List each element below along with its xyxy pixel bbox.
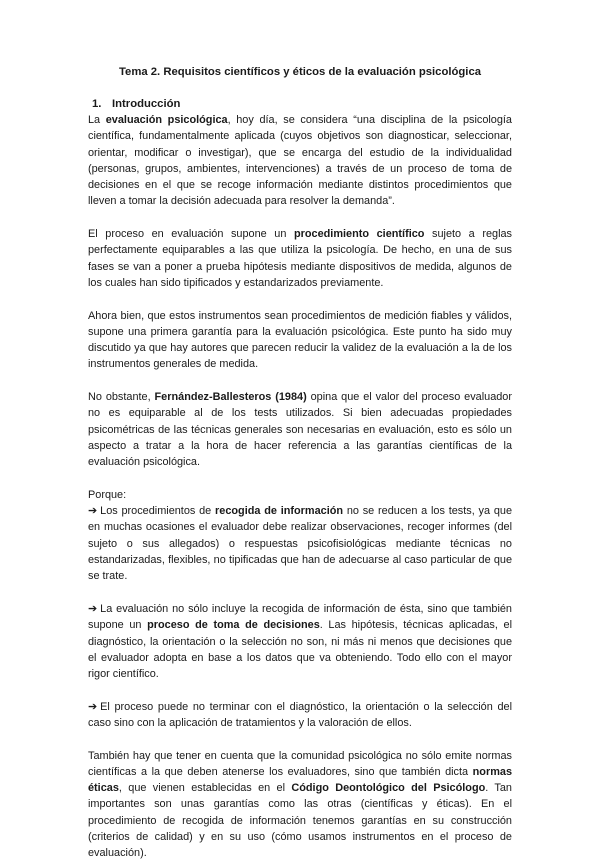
section-title: Introducción — [112, 98, 181, 110]
bold-term: Fernández-Ballesteros (1984) — [154, 391, 307, 404]
text-run: Los procedimientos de — [100, 505, 216, 518]
text-run: opina que el valor del proceso evaluador no es equiparable al de los tests utilizados. Si bien adecuadas propiedades psicométricas de las técnicas generales son necesarias en evaluación, esto es sólo un aspecto a tratar a la hora de hacer referencia a las garantías científicas de la evaluación psicológica. — [88, 391, 512, 469]
text-run: , hoy día, se considera “una disciplina de la psicología científica, fundamentalmente aplicada (cuyos objetivos son diagnosticar, seleccionar, orientar, modificar o investigar), que se encarga del estudio de la individualidad (personas, grupos, ambientes, intervenciones) a través de un proceso de toma de decisiones en el que se recoge información mediante distintos procedimientos que lleven a tomar la decisión adecuada para resolver la demanda”. — [88, 114, 512, 208]
arrow-icon: ➔ — [88, 700, 98, 713]
text-run: El proceso puede no terminar con el diagnóstico, la orientación o la selección del caso sino con la aplicación de tratamientos y la valoración de ellos. — [88, 700, 512, 729]
text-run: . Tan importantes son unas garantías como las otras (científicas y éticas). En el procedimiento de recogida de información tenemos garantías en su construcción (criterios de calidad) y en su uso (cómo usamos instrumentos en el proceso de evaluación). — [88, 782, 512, 860]
text-run: . Las hipótesis, técnicas aplicadas, el diagnóstico, la orientación o la selección no son, ni más ni menos que decisiones que el evaluador adopta en base a los datos que va obteniendo. Todo ello con el mayor rigor científico. — [88, 619, 512, 681]
bold-term: procedimiento científico — [294, 228, 425, 241]
arrow-icon: ➔ — [88, 505, 98, 518]
bold-term: normas éticas — [88, 765, 512, 795]
bullet-decision-making — [88, 601, 512, 682]
bullet-treatment — [88, 699, 512, 732]
text-run: No obstante, — [88, 391, 155, 404]
section-number: 1. — [92, 98, 102, 110]
text-run: También hay que tener en cuenta que la comunidad psicológica no sólo emite normas científicas a la que deben atenerse los evaluadores, sino que también dicta — [88, 749, 512, 778]
section-heading — [88, 96, 512, 112]
text-run: no se reducen a los tests, ya que en muchas ocasiones el evaluador debe realizar observaciones, recoger informes (del sujeto o sus allegados) o respuestas psicofisiológicas mediante técnicas no estandarizadas, flexibles, no tipificadas que han de adecuarse al caso particular de que se trate. — [88, 505, 512, 583]
text-run: , que vienen establecidas en el — [118, 782, 292, 795]
bold-term: proceso de toma de decisiones — [147, 619, 320, 632]
text-run: La evaluación no sólo incluye la recogida de información de ésta, sino que también supone un — [88, 602, 512, 632]
text-run: La — [88, 114, 106, 126]
document-title: Tema 2. Requisitos científicos y éticos de la evaluación psicológica — [118, 66, 482, 78]
text-run: sujeto a reglas perfectamente equiparables a las que utiliza la psicología. De hecho, en una de sus fases se van a poner a prueba hipótesis mediante dispositivos de medida, algunos de los cuales han sido tipificados y estandarizados previamente. — [88, 228, 512, 289]
paragraph-scientific-procedure — [88, 226, 512, 291]
paragraph-fernandez-ballesteros — [88, 389, 512, 470]
paragraph-reliability: Ahora bien, que estos instrumentos sean procedimientos de medición fiables y válidos, supone una primera garantía para la evaluación psicológica. Este punto ha sido muy discutido ya que hay autores que parecen reducir la validez de la evaluación a la de los instrumentos generales de medida. — [88, 309, 512, 371]
bullet-information-gathering — [88, 503, 512, 584]
bold-term: Código Deontológico del Psicólogo — [291, 782, 486, 795]
text-run: El proceso en evaluación supone un — [88, 228, 294, 241]
paragraph-ethical-norms — [88, 748, 512, 862]
paragraph-definition — [88, 112, 512, 210]
document-page — [88, 64, 512, 862]
bold-term: recogida de información — [215, 505, 344, 518]
paragraph-porque: Porque: — [88, 488, 127, 501]
arrow-icon: ➔ — [88, 602, 98, 615]
bold-term: evaluación psicológica — [105, 114, 228, 126]
